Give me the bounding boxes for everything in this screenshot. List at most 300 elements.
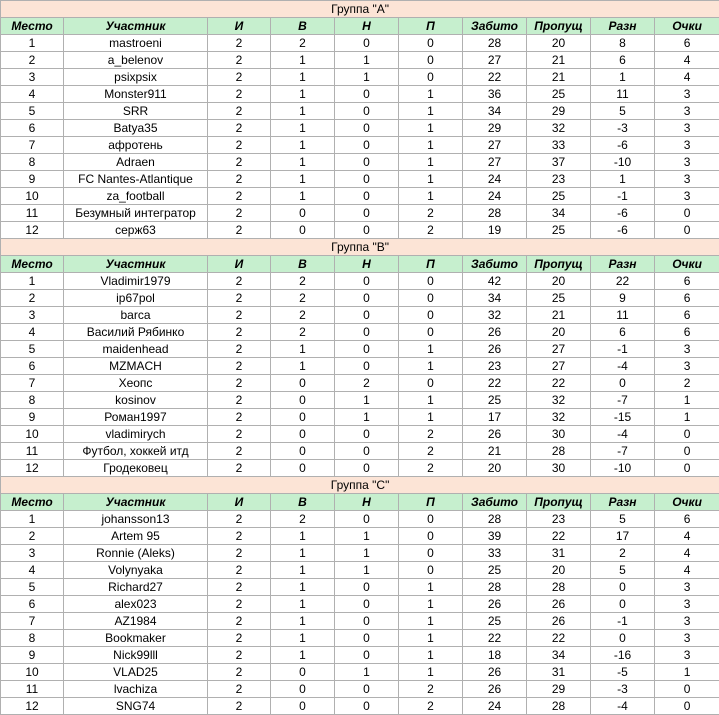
cell-participant: a_belenov xyxy=(64,52,208,69)
cell-place: 8 xyxy=(1,392,64,409)
cell-points: 0 xyxy=(655,205,719,222)
cell-conceded: 28 xyxy=(527,698,591,715)
cell-wins: 1 xyxy=(271,188,335,205)
cell-scored: 25 xyxy=(463,613,527,630)
cell-played: 2 xyxy=(208,392,271,409)
cell-wins: 1 xyxy=(271,613,335,630)
cell-points: 6 xyxy=(655,290,719,307)
cell-scored: 27 xyxy=(463,154,527,171)
cell-played: 2 xyxy=(208,511,271,528)
cell-place: 4 xyxy=(1,86,64,103)
cell-draws: 0 xyxy=(335,120,399,137)
column-header-participant: Участник xyxy=(64,18,208,35)
cell-wins: 0 xyxy=(271,392,335,409)
cell-place: 7 xyxy=(1,137,64,154)
cell-points: 6 xyxy=(655,511,719,528)
cell-draws: 0 xyxy=(335,426,399,443)
cell-points: 3 xyxy=(655,86,719,103)
cell-wins: 0 xyxy=(271,460,335,477)
cell-participant: Футбол, хоккей итд xyxy=(64,443,208,460)
column-header-played: И xyxy=(208,494,271,511)
column-header-losses: П xyxy=(399,494,463,511)
column-header-diff: Разн xyxy=(591,256,655,273)
cell-diff: 0 xyxy=(591,375,655,392)
cell-conceded: 34 xyxy=(527,647,591,664)
cell-losses: 0 xyxy=(399,545,463,562)
cell-wins: 2 xyxy=(271,324,335,341)
cell-played: 2 xyxy=(208,188,271,205)
cell-place: 3 xyxy=(1,545,64,562)
cell-scored: 42 xyxy=(463,273,527,290)
cell-played: 2 xyxy=(208,273,271,290)
cell-played: 2 xyxy=(208,460,271,477)
cell-scored: 36 xyxy=(463,86,527,103)
cell-conceded: 20 xyxy=(527,562,591,579)
table-row xyxy=(1,664,719,681)
cell-wins: 2 xyxy=(271,307,335,324)
cell-points: 0 xyxy=(655,460,719,477)
table-row xyxy=(1,562,719,579)
cell-scored: 26 xyxy=(463,341,527,358)
cell-losses: 2 xyxy=(399,443,463,460)
cell-conceded: 21 xyxy=(527,69,591,86)
cell-wins: 2 xyxy=(271,290,335,307)
cell-played: 2 xyxy=(208,562,271,579)
cell-conceded: 30 xyxy=(527,460,591,477)
table-row xyxy=(1,171,719,188)
cell-points: 3 xyxy=(655,120,719,137)
column-header-points: Очки xyxy=(655,18,719,35)
cell-conceded: 29 xyxy=(527,681,591,698)
cell-place: 12 xyxy=(1,460,64,477)
cell-scored: 29 xyxy=(463,120,527,137)
cell-points: 1 xyxy=(655,664,719,681)
cell-diff: -10 xyxy=(591,460,655,477)
cell-points: 0 xyxy=(655,681,719,698)
cell-points: 4 xyxy=(655,69,719,86)
cell-participant: Роман1997 xyxy=(64,409,208,426)
cell-scored: 26 xyxy=(463,324,527,341)
cell-losses: 2 xyxy=(399,460,463,477)
cell-place: 9 xyxy=(1,647,64,664)
cell-conceded: 26 xyxy=(527,596,591,613)
table-row xyxy=(1,52,719,69)
cell-played: 2 xyxy=(208,630,271,647)
cell-played: 2 xyxy=(208,137,271,154)
cell-place: 5 xyxy=(1,341,64,358)
cell-diff: 6 xyxy=(591,324,655,341)
cell-diff: 11 xyxy=(591,86,655,103)
cell-diff: -4 xyxy=(591,426,655,443)
cell-conceded: 29 xyxy=(527,103,591,120)
table-row xyxy=(1,222,719,239)
cell-played: 2 xyxy=(208,545,271,562)
cell-losses: 0 xyxy=(399,290,463,307)
cell-losses: 0 xyxy=(399,375,463,392)
cell-points: 3 xyxy=(655,137,719,154)
cell-wins: 1 xyxy=(271,562,335,579)
cell-wins: 1 xyxy=(271,171,335,188)
table-row xyxy=(1,613,719,630)
cell-losses: 2 xyxy=(399,698,463,715)
cell-conceded: 25 xyxy=(527,222,591,239)
cell-points: 0 xyxy=(655,426,719,443)
cell-participant: VLAD25 xyxy=(64,664,208,681)
cell-played: 2 xyxy=(208,341,271,358)
cell-points: 4 xyxy=(655,545,719,562)
cell-conceded: 25 xyxy=(527,290,591,307)
cell-participant: Гродековец xyxy=(64,460,208,477)
cell-scored: 22 xyxy=(463,630,527,647)
cell-losses: 2 xyxy=(399,681,463,698)
cell-conceded: 25 xyxy=(527,188,591,205)
cell-conceded: 33 xyxy=(527,137,591,154)
cell-scored: 28 xyxy=(463,205,527,222)
cell-participant: barca xyxy=(64,307,208,324)
cell-played: 2 xyxy=(208,375,271,392)
cell-losses: 1 xyxy=(399,358,463,375)
cell-losses: 1 xyxy=(399,613,463,630)
cell-played: 2 xyxy=(208,681,271,698)
cell-participant: ip67pol xyxy=(64,290,208,307)
cell-losses: 1 xyxy=(399,579,463,596)
column-header-conceded: Пропущ xyxy=(527,494,591,511)
cell-wins: 1 xyxy=(271,341,335,358)
table-row xyxy=(1,579,719,596)
cell-played: 2 xyxy=(208,426,271,443)
cell-participant: Monster911 xyxy=(64,86,208,103)
cell-played: 2 xyxy=(208,205,271,222)
cell-wins: 0 xyxy=(271,205,335,222)
column-header-conceded: Пропущ xyxy=(527,256,591,273)
cell-wins: 1 xyxy=(271,86,335,103)
cell-draws: 0 xyxy=(335,324,399,341)
cell-scored: 26 xyxy=(463,596,527,613)
cell-participant: Adraen xyxy=(64,154,208,171)
cell-points: 3 xyxy=(655,579,719,596)
cell-place: 2 xyxy=(1,290,64,307)
cell-draws: 0 xyxy=(335,358,399,375)
cell-losses: 0 xyxy=(399,69,463,86)
cell-wins: 0 xyxy=(271,698,335,715)
table-row xyxy=(1,154,719,171)
cell-participant: alex023 xyxy=(64,596,208,613)
column-header-scored: Забито xyxy=(463,494,527,511)
cell-diff: 8 xyxy=(591,35,655,52)
cell-conceded: 31 xyxy=(527,664,591,681)
cell-draws: 0 xyxy=(335,613,399,630)
cell-losses: 0 xyxy=(399,324,463,341)
cell-scored: 25 xyxy=(463,392,527,409)
cell-draws: 0 xyxy=(335,681,399,698)
cell-played: 2 xyxy=(208,120,271,137)
table-row xyxy=(1,35,719,52)
cell-draws: 1 xyxy=(335,52,399,69)
column-header-conceded: Пропущ xyxy=(527,18,591,35)
group-title: Группа "C" xyxy=(1,477,719,494)
table-row xyxy=(1,375,719,392)
group-title-row xyxy=(1,477,719,494)
cell-points: 3 xyxy=(655,103,719,120)
cell-place: 11 xyxy=(1,681,64,698)
cell-participant: mastroeni xyxy=(64,35,208,52)
cell-played: 2 xyxy=(208,647,271,664)
cell-draws: 0 xyxy=(335,35,399,52)
cell-diff: 1 xyxy=(591,69,655,86)
cell-participant: za_football xyxy=(64,188,208,205)
cell-points: 3 xyxy=(655,647,719,664)
cell-draws: 0 xyxy=(335,460,399,477)
cell-draws: 2 xyxy=(335,375,399,392)
cell-scored: 25 xyxy=(463,562,527,579)
cell-diff: -3 xyxy=(591,120,655,137)
cell-scored: 33 xyxy=(463,545,527,562)
cell-conceded: 34 xyxy=(527,205,591,222)
table-row xyxy=(1,120,719,137)
cell-wins: 0 xyxy=(271,443,335,460)
cell-participant: афротень xyxy=(64,137,208,154)
cell-diff: 1 xyxy=(591,171,655,188)
table-row xyxy=(1,596,719,613)
cell-played: 2 xyxy=(208,103,271,120)
cell-participant: SRR xyxy=(64,103,208,120)
cell-wins: 2 xyxy=(271,273,335,290)
column-header-row xyxy=(1,494,719,511)
cell-draws: 1 xyxy=(335,545,399,562)
cell-diff: 0 xyxy=(591,579,655,596)
cell-draws: 1 xyxy=(335,562,399,579)
cell-points: 3 xyxy=(655,341,719,358)
cell-draws: 1 xyxy=(335,392,399,409)
cell-draws: 0 xyxy=(335,630,399,647)
cell-played: 2 xyxy=(208,69,271,86)
cell-losses: 1 xyxy=(399,392,463,409)
cell-place: 8 xyxy=(1,154,64,171)
cell-played: 2 xyxy=(208,596,271,613)
table-row xyxy=(1,358,719,375)
cell-points: 3 xyxy=(655,613,719,630)
table-row xyxy=(1,86,719,103)
cell-points: 3 xyxy=(655,171,719,188)
column-header-place: Место xyxy=(1,494,64,511)
cell-played: 2 xyxy=(208,579,271,596)
cell-diff: -1 xyxy=(591,188,655,205)
cell-losses: 1 xyxy=(399,647,463,664)
cell-points: 6 xyxy=(655,35,719,52)
cell-participant: Василий Рябинко xyxy=(64,324,208,341)
cell-draws: 0 xyxy=(335,222,399,239)
cell-played: 2 xyxy=(208,35,271,52)
cell-points: 3 xyxy=(655,188,719,205)
cell-draws: 0 xyxy=(335,86,399,103)
cell-participant: серж63 xyxy=(64,222,208,239)
cell-participant: Vladimir1979 xyxy=(64,273,208,290)
cell-points: 4 xyxy=(655,528,719,545)
column-header-place: Место xyxy=(1,18,64,35)
cell-draws: 0 xyxy=(335,698,399,715)
cell-conceded: 23 xyxy=(527,511,591,528)
cell-wins: 1 xyxy=(271,545,335,562)
cell-wins: 0 xyxy=(271,664,335,681)
cell-losses: 2 xyxy=(399,205,463,222)
cell-wins: 1 xyxy=(271,52,335,69)
cell-diff: 17 xyxy=(591,528,655,545)
table-row xyxy=(1,460,719,477)
cell-draws: 0 xyxy=(335,103,399,120)
cell-losses: 0 xyxy=(399,528,463,545)
cell-conceded: 28 xyxy=(527,443,591,460)
cell-wins: 1 xyxy=(271,579,335,596)
table-row xyxy=(1,681,719,698)
column-header-diff: Разн xyxy=(591,494,655,511)
column-header-draws: Н xyxy=(335,256,399,273)
cell-draws: 0 xyxy=(335,290,399,307)
cell-wins: 1 xyxy=(271,630,335,647)
cell-losses: 1 xyxy=(399,664,463,681)
cell-wins: 0 xyxy=(271,222,335,239)
cell-points: 6 xyxy=(655,273,719,290)
cell-place: 1 xyxy=(1,35,64,52)
cell-participant: Richard27 xyxy=(64,579,208,596)
cell-scored: 18 xyxy=(463,647,527,664)
cell-scored: 22 xyxy=(463,375,527,392)
cell-draws: 0 xyxy=(335,188,399,205)
cell-played: 2 xyxy=(208,222,271,239)
table-row xyxy=(1,69,719,86)
cell-participant: Artem 95 xyxy=(64,528,208,545)
cell-losses: 1 xyxy=(399,137,463,154)
cell-scored: 19 xyxy=(463,222,527,239)
cell-participant: lvachiza xyxy=(64,681,208,698)
cell-conceded: 22 xyxy=(527,375,591,392)
cell-diff: -5 xyxy=(591,664,655,681)
cell-scored: 24 xyxy=(463,171,527,188)
cell-conceded: 37 xyxy=(527,154,591,171)
cell-diff: -1 xyxy=(591,613,655,630)
cell-conceded: 21 xyxy=(527,307,591,324)
cell-participant: Ronnie (Aleks) xyxy=(64,545,208,562)
cell-wins: 1 xyxy=(271,154,335,171)
table-row xyxy=(1,698,719,715)
cell-diff: -4 xyxy=(591,358,655,375)
cell-points: 0 xyxy=(655,698,719,715)
cell-diff: 5 xyxy=(591,562,655,579)
cell-points: 0 xyxy=(655,443,719,460)
cell-conceded: 32 xyxy=(527,392,591,409)
cell-place: 9 xyxy=(1,409,64,426)
table-row xyxy=(1,630,719,647)
standings-body xyxy=(1,1,719,715)
cell-points: 1 xyxy=(655,392,719,409)
cell-losses: 1 xyxy=(399,409,463,426)
cell-place: 5 xyxy=(1,103,64,120)
cell-draws: 0 xyxy=(335,273,399,290)
cell-place: 10 xyxy=(1,664,64,681)
table-row xyxy=(1,307,719,324)
column-header-draws: Н xyxy=(335,494,399,511)
cell-played: 2 xyxy=(208,324,271,341)
cell-place: 3 xyxy=(1,69,64,86)
cell-losses: 2 xyxy=(399,426,463,443)
cell-diff: 5 xyxy=(591,511,655,528)
cell-conceded: 26 xyxy=(527,613,591,630)
cell-scored: 24 xyxy=(463,698,527,715)
cell-losses: 0 xyxy=(399,511,463,528)
cell-wins: 0 xyxy=(271,409,335,426)
cell-played: 2 xyxy=(208,698,271,715)
column-header-place: Место xyxy=(1,256,64,273)
cell-diff: -3 xyxy=(591,681,655,698)
cell-diff: -6 xyxy=(591,222,655,239)
cell-conceded: 20 xyxy=(527,324,591,341)
cell-draws: 0 xyxy=(335,596,399,613)
cell-place: 11 xyxy=(1,443,64,460)
column-header-wins: В xyxy=(271,18,335,35)
cell-participant: Хеопс xyxy=(64,375,208,392)
cell-losses: 1 xyxy=(399,120,463,137)
cell-scored: 26 xyxy=(463,426,527,443)
cell-conceded: 28 xyxy=(527,579,591,596)
cell-played: 2 xyxy=(208,290,271,307)
cell-points: 4 xyxy=(655,52,719,69)
cell-diff: -6 xyxy=(591,137,655,154)
column-header-row xyxy=(1,256,719,273)
cell-wins: 1 xyxy=(271,528,335,545)
cell-draws: 0 xyxy=(335,341,399,358)
table-row xyxy=(1,545,719,562)
cell-wins: 1 xyxy=(271,120,335,137)
cell-participant: psixpsix xyxy=(64,69,208,86)
cell-points: 0 xyxy=(655,222,719,239)
column-header-draws: Н xyxy=(335,18,399,35)
cell-scored: 27 xyxy=(463,137,527,154)
cell-scored: 26 xyxy=(463,664,527,681)
cell-scored: 20 xyxy=(463,460,527,477)
column-header-played: И xyxy=(208,256,271,273)
cell-place: 11 xyxy=(1,205,64,222)
cell-participant: Bookmaker xyxy=(64,630,208,647)
cell-scored: 39 xyxy=(463,528,527,545)
table-row xyxy=(1,290,719,307)
cell-played: 2 xyxy=(208,664,271,681)
cell-losses: 1 xyxy=(399,341,463,358)
cell-wins: 0 xyxy=(271,375,335,392)
cell-place: 12 xyxy=(1,698,64,715)
cell-played: 2 xyxy=(208,86,271,103)
group-title-row xyxy=(1,1,719,18)
cell-losses: 1 xyxy=(399,103,463,120)
cell-draws: 1 xyxy=(335,69,399,86)
cell-scored: 22 xyxy=(463,69,527,86)
cell-played: 2 xyxy=(208,171,271,188)
cell-losses: 2 xyxy=(399,222,463,239)
cell-conceded: 32 xyxy=(527,409,591,426)
cell-points: 3 xyxy=(655,630,719,647)
cell-draws: 1 xyxy=(335,528,399,545)
cell-draws: 0 xyxy=(335,171,399,188)
cell-place: 5 xyxy=(1,579,64,596)
cell-points: 3 xyxy=(655,358,719,375)
cell-losses: 0 xyxy=(399,35,463,52)
column-header-wins: В xyxy=(271,256,335,273)
cell-losses: 0 xyxy=(399,307,463,324)
cell-participant: Nick99lll xyxy=(64,647,208,664)
cell-participant: MZMACH xyxy=(64,358,208,375)
cell-place: 3 xyxy=(1,307,64,324)
cell-participant: Безумный интегратор xyxy=(64,205,208,222)
cell-losses: 0 xyxy=(399,52,463,69)
cell-diff: 9 xyxy=(591,290,655,307)
